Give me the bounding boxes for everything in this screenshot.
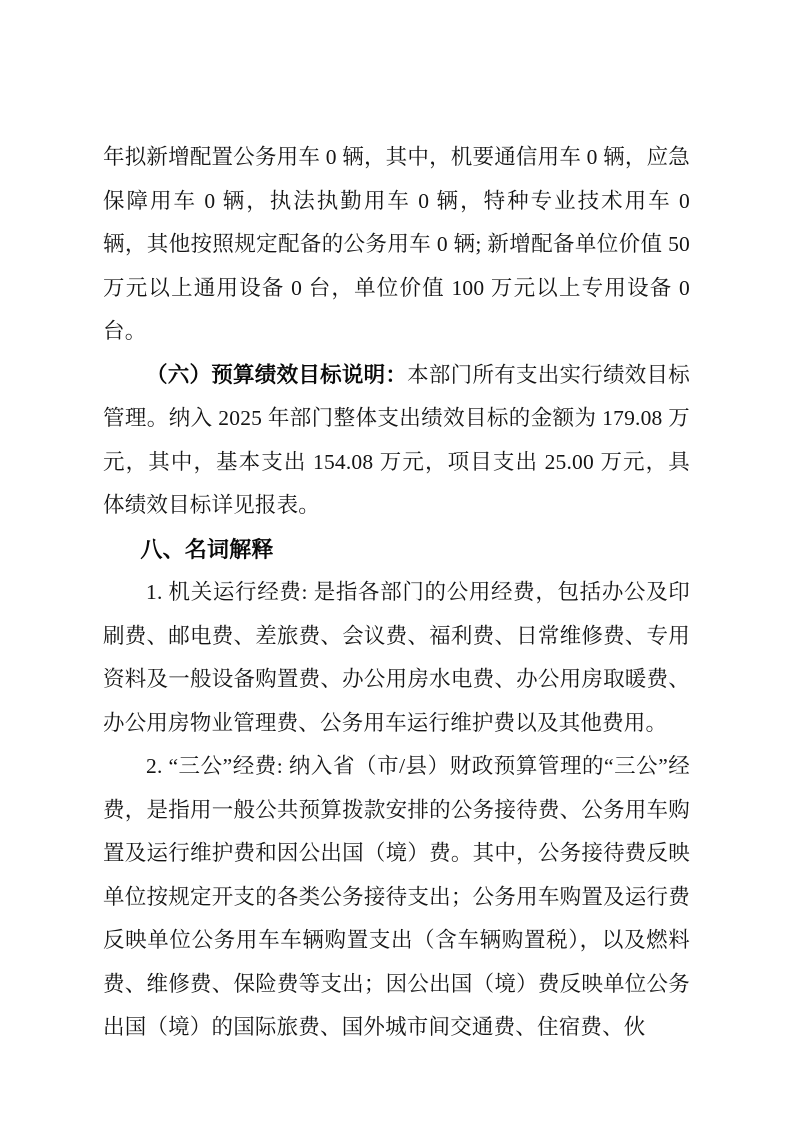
paragraph-text: 2. “三公”经费: 纳入省（市/县）财政预算管理的“三公”经费，是指用一般公共预算拨款安排的公务接待费、公务用车购置及运行维护费和因公出国（境）费。其中，公务接待费反映单位按规定开支的各类公务接待支出；公务用车购置及运行费反映单位公务用车车辆购置支出（含车辆购置税），以及燃料费、维修费、保险费等支出；因公出国（境）费反映单位公务出国（境）的国际旅费、国外城市间交通费、住宿费、伙	[103, 754, 690, 1039]
document-body	[103, 136, 690, 1050]
paragraph-budget-performance-target	[103, 354, 690, 528]
paragraph-three-public-expenses	[103, 745, 690, 1050]
paragraph-agency-operating-expenses	[103, 571, 690, 745]
paragraph-text: 本部门所有支出实行绩效目标管理。纳入 2025 年部门整体支出绩效目标的金额为 179.08 万元，其中，基本支出 154.08 万元，项目支出 25.00 万元，具体绩效目标详见报表。	[103, 362, 690, 517]
section-heading-glossary: 八、名词解释	[140, 536, 274, 562]
paragraph-text: 年拟新增配置公务用车 0 辆，其中，机要通信用车 0 辆，应急保障用车 0 辆，执法执勤用车 0 辆，特种专业技术用车 0 辆，其他按照规定配备的公务用车 0 辆; 新增配备单位价值 50 万元以上通用设备 0 台，单位价值 100 万元以上专用设备 0 台。	[103, 145, 690, 343]
paragraph-text: 1. 机关运行经费: 是指各部门的公用经费，包括办公及印刷费、邮电费、差旅费、会议费、福利费、日常维修费、专用资料及一般设备购置费、办公用房水电费、办公用房取暖费、办公用房物业管理费、公务用车运行维护费以及其他费用。	[103, 580, 690, 735]
paragraph-vehicle-equipment-carryover	[103, 136, 690, 354]
paragraph-bold-lead: （六）预算绩效目标说明：	[146, 362, 408, 387]
